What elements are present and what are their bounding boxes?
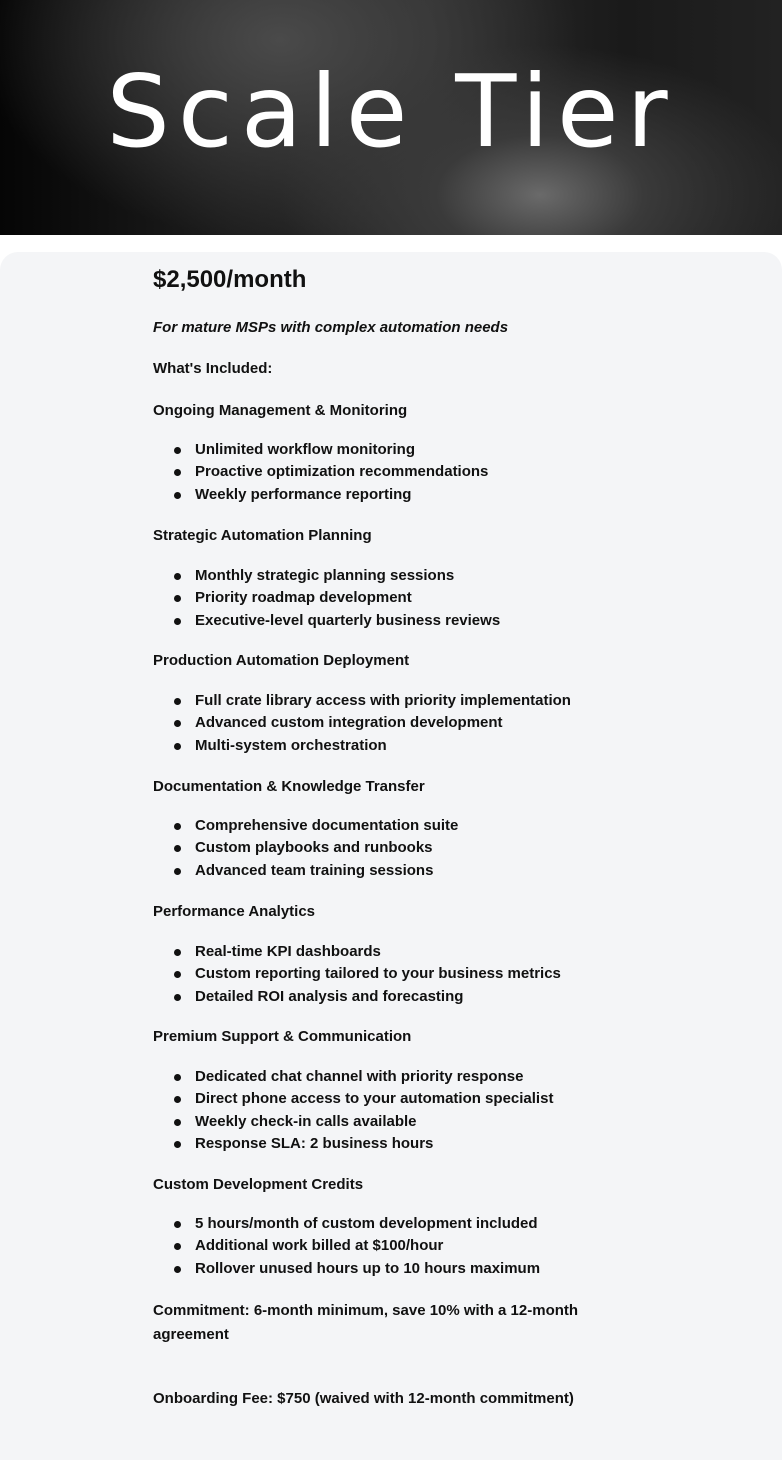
list-item-text: Full crate library access with priority implementation	[195, 692, 571, 709]
list-item-text: Dedicated chat channel with priority response	[195, 1068, 524, 1085]
bullet-icon	[174, 1266, 181, 1273]
bullet-icon	[174, 618, 181, 625]
list-item	[153, 461, 488, 483]
bullet-icon	[174, 845, 181, 852]
list-item-text: Advanced custom integration development	[195, 714, 503, 732]
section-title-support: Premium Support & Communication	[153, 1028, 412, 1045]
list-item	[153, 712, 571, 734]
list-item	[153, 610, 500, 632]
tier-tagline: For mature MSPs with complex automation needs	[153, 319, 509, 336]
feature-list-credits	[153, 1213, 540, 1280]
list-item-text: Multi-system orchestration	[195, 736, 387, 754]
bullet-icon	[174, 1074, 181, 1081]
list-item-text: Monthly strategic planning sessions	[195, 567, 455, 584]
list-item	[153, 1258, 540, 1280]
list-item	[153, 1088, 553, 1110]
section-title-documentation: Documentation & Knowledge Transfer	[153, 778, 425, 795]
bullet-icon	[174, 971, 181, 978]
included-label: What's Included:	[153, 360, 273, 377]
section-title-planning: Strategic Automation Planning	[153, 527, 372, 544]
feature-list-planning	[153, 565, 500, 632]
onboarding-fee-note: Onboarding Fee: $750 (waived with 12-month commitment)	[153, 1390, 574, 1407]
bullet-icon	[174, 720, 181, 727]
bullet-icon	[174, 492, 181, 499]
list-item	[153, 860, 458, 882]
bullet-icon	[174, 949, 181, 956]
list-item	[153, 986, 561, 1008]
feature-list-management	[153, 439, 488, 506]
list-item-text: Weekly performance reporting	[195, 485, 412, 503]
bullet-icon	[174, 1096, 181, 1103]
bullet-icon	[174, 447, 181, 454]
list-item-text: Weekly check-in calls available	[195, 1112, 417, 1130]
section-title-analytics: Performance Analytics	[153, 903, 316, 920]
list-item-text: Executive-level quarterly business reviews	[195, 611, 501, 629]
list-item	[153, 815, 458, 837]
bullet-icon	[174, 469, 181, 476]
list-item-text: Unlimited workflow monitoring	[195, 441, 415, 458]
section-title-credits: Custom Development Credits	[153, 1176, 364, 1193]
bullet-icon	[174, 994, 181, 1001]
list-item-text: Detailed ROI analysis and forecasting	[195, 987, 464, 1005]
list-item	[153, 690, 571, 712]
list-item	[153, 1133, 553, 1155]
list-item-text: Custom playbooks and runbooks	[195, 839, 433, 857]
list-item	[153, 735, 571, 757]
bullet-icon	[174, 868, 181, 875]
bullet-icon	[174, 573, 181, 580]
bullet-icon	[174, 1221, 181, 1228]
list-item-text: Direct phone access to your automation specialist	[195, 1090, 554, 1108]
list-item	[153, 484, 488, 506]
price-heading: $2,500/month	[153, 266, 307, 293]
list-item-text: Proactive optimization recommendations	[195, 463, 489, 481]
list-item	[153, 1235, 540, 1257]
list-item-text: Real-time KPI dashboards	[195, 943, 381, 960]
commitment-note: Commitment: 6-month minimum, save 10% with a 12-month agreement	[153, 1302, 579, 1343]
list-item	[153, 837, 458, 859]
bullet-icon	[174, 1141, 181, 1148]
bullet-icon	[174, 595, 181, 602]
list-item-text: Priority roadmap development	[195, 589, 412, 607]
list-item	[153, 439, 488, 461]
section-title-management: Ongoing Management & Monitoring	[153, 402, 408, 419]
list-item-text: Custom reporting tailored to your business metrics	[195, 965, 561, 983]
feature-list-analytics	[153, 941, 561, 1008]
list-item	[153, 1066, 553, 1088]
bullet-icon	[174, 823, 181, 830]
list-item	[153, 587, 500, 609]
bullet-icon	[174, 698, 181, 705]
list-item	[153, 963, 561, 985]
list-item-text: Rollover unused hours up to 10 hours maximum	[195, 1259, 541, 1277]
feature-list-deployment	[153, 690, 571, 757]
list-item-text: Additional work billed at $100/hour	[195, 1237, 444, 1255]
bullet-icon	[174, 743, 181, 750]
list-item	[153, 1111, 553, 1133]
feature-list-documentation	[153, 815, 458, 882]
bullet-icon	[174, 1243, 181, 1250]
list-item	[153, 1213, 540, 1235]
list-item-text: Advanced team training sessions	[195, 861, 434, 879]
hero-title: Scale Tier	[106, 53, 676, 170]
bullet-icon	[174, 1119, 181, 1126]
list-item-text: Response SLA: 2 business hours	[195, 1134, 434, 1152]
section-title-deployment: Production Automation Deployment	[153, 652, 410, 669]
hero-banner	[0, 0, 782, 235]
list-item	[153, 941, 561, 963]
list-item	[153, 565, 500, 587]
list-item-text: 5 hours/month of custom development included	[195, 1215, 538, 1232]
feature-list-support	[153, 1066, 553, 1155]
list-item-text: Comprehensive documentation suite	[195, 817, 459, 834]
